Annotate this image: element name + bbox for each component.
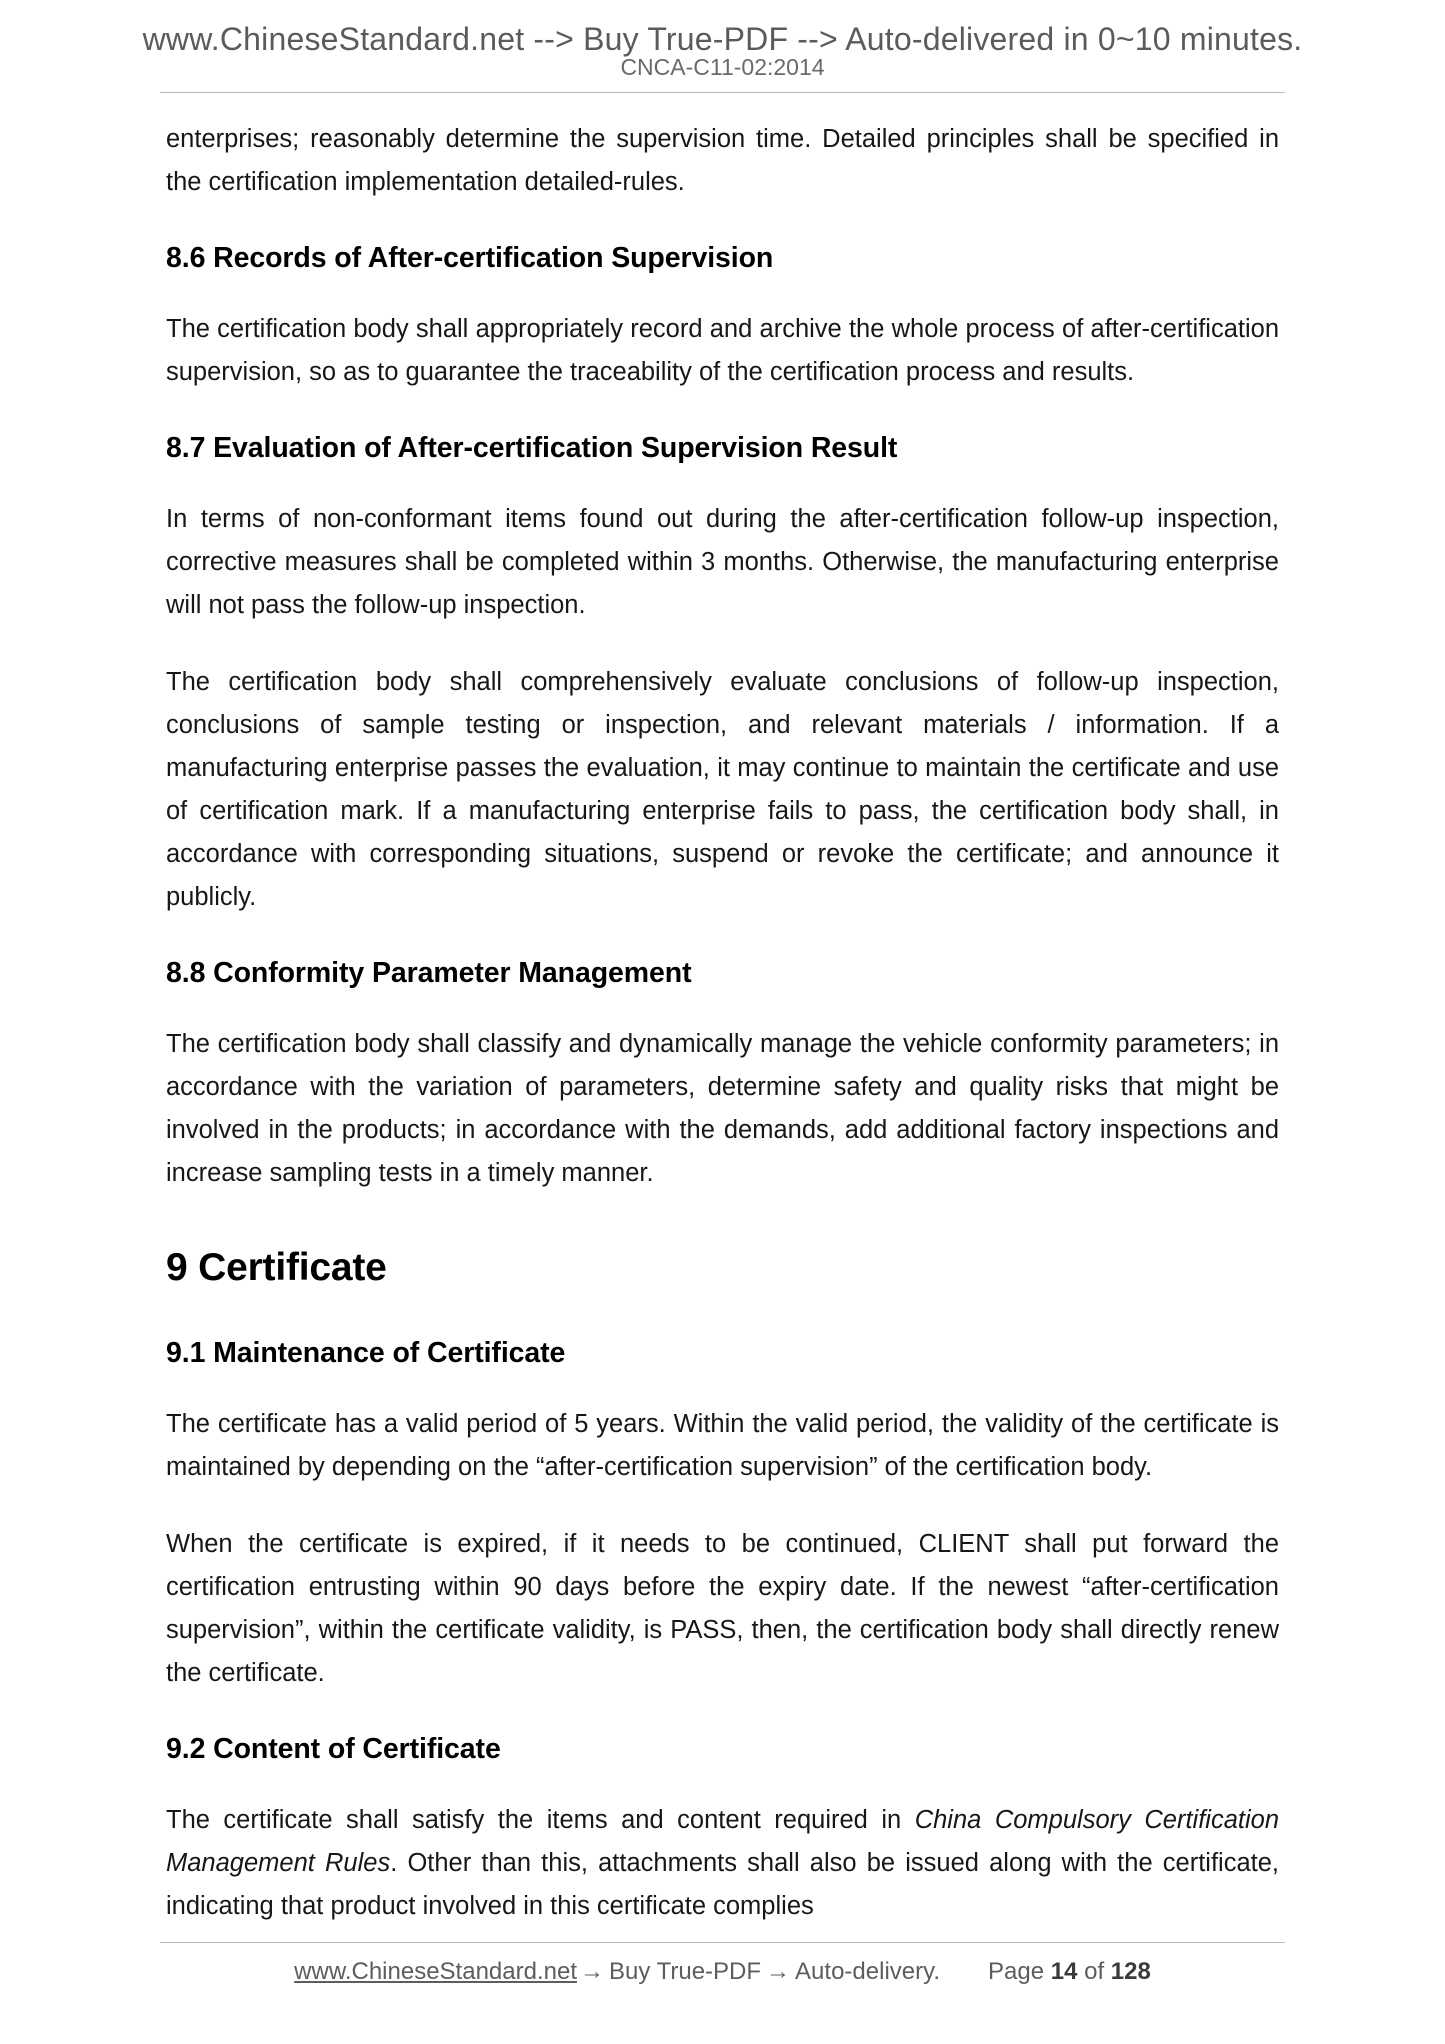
- footer-buy-label: Buy True-PDF: [609, 1958, 762, 1985]
- referenced-document-title: China Compulsory Certification Management Rules: [166, 1806, 1279, 1877]
- arrow-right-icon-1: →: [580, 1958, 604, 1985]
- paragraph-8-7-a: In terms of non-conformant items found out during the after-certification follow-up inspection, corrective measures shall be completed within 3 months. Otherwise, the manufacturing enterprise will not pass the follow-up inspection.: [166, 505, 1279, 619]
- footer-site-link[interactable]: www.ChineseStandard.net: [294, 1958, 577, 1985]
- paragraph-9-1-a: The certificate has a valid period of 5 years. Within the valid period, the validity of the certificate is maintained by depending on the “after-certification supervision” of the certification body.: [166, 1410, 1279, 1481]
- footer-delivery-label: Auto-delivery.: [795, 1958, 940, 1985]
- arrow-right-icon-2: →: [766, 1958, 791, 1985]
- standard-number: CNCA-C11-02:2014: [620, 53, 825, 80]
- paragraph-8-7-b: The certification body shall comprehensively evaluate conclusions of follow-up inspection, conclusions of sample testing or inspection, and relevant materials / information. If a manufacturing enterprise passes the evaluation, it may continue to maintain the certificate and use of certification mark. If a manufacturing enterprise fails to pass, the certification body shall, in accordance with corresponding situations, suspend or revoke the certificate; and announce it publicly.: [166, 668, 1279, 911]
- heading-9: 9 Certificate: [166, 1246, 387, 1289]
- header-divider: [160, 92, 1285, 93]
- heading-8-8: 8.8 Conformity Parameter Management: [166, 957, 692, 989]
- footer-page-number: 14: [1050, 1958, 1078, 1985]
- footer-page-label: Page: [988, 1958, 1045, 1985]
- paragraph-9-2-suffix: . Other than this, attachments shall also be issued along with the certificate, indicating that product involved in this certificate complies: [166, 1849, 1279, 1920]
- heading-9-1: 9.1 Maintenance of Certificate: [166, 1337, 566, 1369]
- page-footer: [160, 1958, 1285, 1986]
- footer-divider: [160, 1942, 1285, 1943]
- footer-total-pages: 128: [1110, 1958, 1151, 1985]
- document-body: [166, 118, 1279, 1928]
- footer-of-label: of: [1084, 1958, 1105, 1985]
- paragraph-continued: enterprises; reasonably determine the supervision time. Detailed principles shall be specified in the certification implementation detailed-rules.: [166, 125, 1279, 196]
- promo-watermark-text: www.ChineseStandard.net --> Buy True-PDF --> Auto-delivered in 0~10 minutes.: [142, 21, 1303, 57]
- heading-8-7: 8.7 Evaluation of After-certification Supervision Result: [166, 432, 898, 464]
- page-header: [0, 22, 1445, 80]
- paragraph-9-1-b: When the certificate is expired, if it needs to be continued, CLIENT shall put forward the certification entrusting within 90 days before the expiry date. If the newest “after-certification supervision”, within the certificate validity, is PASS, then, the certification body shall directly renew the certificate.: [166, 1530, 1279, 1687]
- paragraph-9-2-prefix: The certificate shall satisfy the items and content required in: [166, 1806, 915, 1834]
- paragraph-8-8: The certification body shall classify and dynamically manage the vehicle conformity parameters; in accordance with the variation of parameters, determine safety and quality risks that might be involved in the products; in accordance with the demands, add additional factory inspections and increase sampling tests in a timely manner.: [166, 1030, 1279, 1187]
- paragraph-8-6: The certification body shall appropriately record and archive the whole process of after-certification supervision, so as to guarantee the traceability of the certification process and results.: [166, 315, 1279, 386]
- heading-8-6: 8.6 Records of After-certification Supervision: [166, 242, 774, 274]
- paragraph-9-2: [166, 1799, 1279, 1928]
- heading-9-2: 9.2 Content of Certificate: [166, 1733, 501, 1765]
